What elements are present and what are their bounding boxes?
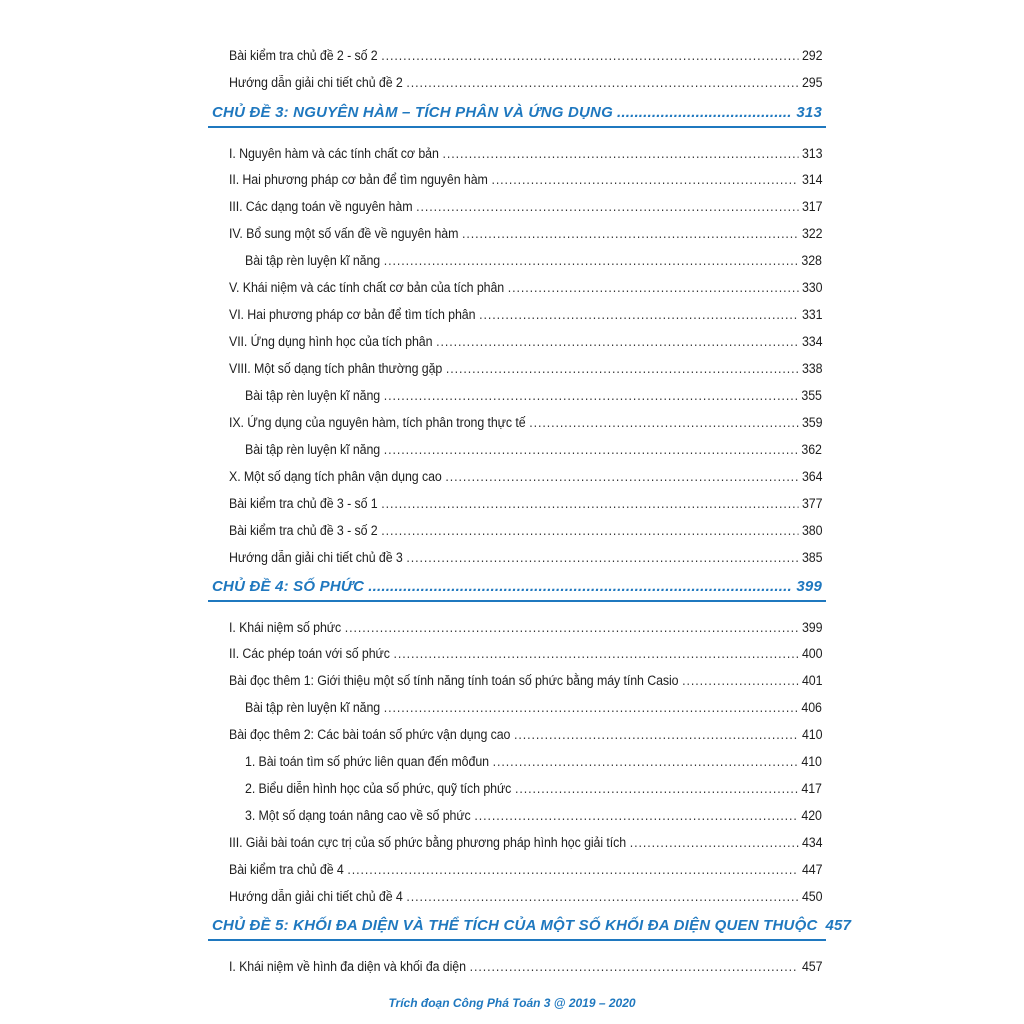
toc-entry-title: IV. Bổ sung một số vấn đề về nguyên hàm bbox=[229, 226, 459, 241]
toc-entry-page: 328 bbox=[801, 253, 822, 268]
toc-subentry bbox=[245, 808, 822, 823]
toc-entry bbox=[229, 889, 822, 904]
toc-entry-page: 400 bbox=[801, 646, 823, 661]
page-footer: Trích đoạn Công Phá Toán 3 @ 2019 – 2020 bbox=[388, 996, 636, 1010]
toc-entry-title: I. Khái niệm về hình đa diện và khối đa diện bbox=[229, 959, 466, 974]
toc-entry-title: 3. Một số dạng toán nâng cao về số phức bbox=[245, 808, 471, 823]
toc-entry bbox=[229, 280, 822, 295]
toc-entry bbox=[229, 146, 822, 161]
toc-entry-title: Bài tập rèn luyện kĩ năng bbox=[245, 700, 381, 715]
toc-entry-page: 420 bbox=[801, 808, 822, 823]
toc-entry-title: Bài đọc thêm 2: Các bài toán số phức vận dụng cao bbox=[229, 727, 511, 742]
toc-entry-title: II. Hai phương pháp cơ bản để tìm nguyên hàm bbox=[229, 172, 488, 187]
toc-entry-title: III. Giải bài toán cực trị của số phức bằng phương pháp hình học giải tích bbox=[229, 835, 627, 850]
toc-entry-page: 295 bbox=[801, 75, 823, 90]
toc-entry bbox=[229, 673, 822, 688]
toc-entry bbox=[229, 620, 822, 635]
toc-entry-page: 406 bbox=[801, 700, 822, 715]
toc-entry-page: 380 bbox=[801, 523, 823, 538]
toc-entry-title: IX. Ứng dụng của nguyên hàm, tích phân trong thực tế bbox=[229, 415, 526, 430]
toc-entry-page: 292 bbox=[801, 48, 823, 63]
toc-entry-title: Bài kiểm tra chủ đề 2 - số 2 bbox=[229, 48, 378, 63]
toc-entry-title: Bài kiểm tra chủ đề 3 - số 1 bbox=[229, 496, 378, 511]
toc-entry bbox=[229, 469, 822, 484]
toc-entry-page: 359 bbox=[801, 415, 823, 430]
toc-entry-title: X. Một số dạng tích phân vận dụng cao bbox=[229, 469, 442, 484]
toc-entry bbox=[229, 226, 822, 241]
chapter-heading bbox=[212, 578, 822, 595]
chapter-page: 399 bbox=[796, 578, 822, 595]
toc-entry bbox=[229, 835, 822, 850]
toc-entry-page: 362 bbox=[801, 442, 822, 457]
toc-entry-page: 447 bbox=[801, 862, 823, 877]
toc-subentry bbox=[245, 388, 822, 403]
toc-entry bbox=[229, 496, 822, 511]
toc-entry bbox=[229, 199, 822, 214]
toc-entry-page: 322 bbox=[801, 226, 823, 241]
toc-entry-title: Bài tập rèn luyện kĩ năng bbox=[245, 442, 381, 457]
toc-entry-title: VIII. Một số dạng tích phân thường gặp bbox=[229, 361, 443, 376]
toc-entry-page: 401 bbox=[801, 673, 823, 688]
toc-entry-page: 313 bbox=[801, 146, 823, 161]
toc-entry-page: 355 bbox=[801, 388, 822, 403]
toc-entry bbox=[229, 523, 822, 538]
toc-entry bbox=[229, 862, 822, 877]
toc-entry-title: Hướng dẫn giải chi tiết chủ đề 4 bbox=[229, 889, 403, 904]
toc-entry-page: 377 bbox=[801, 496, 823, 511]
toc-entry-title: VII. Ứng dụng hình học của tích phân bbox=[229, 334, 433, 349]
toc-entry bbox=[229, 550, 822, 565]
toc-entry bbox=[229, 334, 822, 349]
chapter-rule bbox=[208, 600, 826, 602]
toc-entry-page: 450 bbox=[801, 889, 823, 904]
toc-entry-page: 314 bbox=[801, 172, 823, 187]
toc-entry-page: 385 bbox=[801, 550, 823, 565]
chapter-rule bbox=[208, 939, 826, 941]
toc-entry-title: VI. Hai phương pháp cơ bản để tìm tích phân bbox=[229, 307, 476, 322]
toc-entry bbox=[229, 48, 822, 63]
toc-entry bbox=[229, 959, 822, 974]
toc-entry bbox=[229, 727, 822, 742]
chapter-rule bbox=[208, 126, 826, 128]
toc-entry-title: 1. Bài toán tìm số phức liên quan đến môđun bbox=[245, 754, 489, 769]
toc-entry-title: Bài kiểm tra chủ đề 3 - số 2 bbox=[229, 523, 378, 538]
toc-entry-title: I. Nguyên hàm và các tính chất cơ bản bbox=[229, 146, 439, 161]
chapter-heading bbox=[212, 917, 852, 934]
toc-entry bbox=[229, 75, 822, 90]
toc-entry-title: I. Khái niệm số phức bbox=[229, 620, 342, 635]
toc-subentry bbox=[245, 253, 822, 268]
chapter-page: 313 bbox=[796, 104, 822, 121]
toc-entry-page: 364 bbox=[801, 469, 823, 484]
toc-entry-page: 417 bbox=[801, 781, 822, 796]
toc-entry bbox=[229, 361, 822, 376]
toc-entry-page: 338 bbox=[801, 361, 823, 376]
chapter-page: 457 bbox=[825, 917, 852, 934]
toc-entry-page: 331 bbox=[801, 307, 823, 322]
toc-entry-title: 2. Biểu diễn hình học của số phức, quỹ tích phức bbox=[245, 781, 512, 796]
toc-entry-title: Hướng dẫn giải chi tiết chủ đề 3 bbox=[229, 550, 403, 565]
toc-entry-title: Bài tập rèn luyện kĩ năng bbox=[245, 388, 381, 403]
toc-entry-title: II. Các phép toán với số phức bbox=[229, 646, 390, 661]
chapter-heading bbox=[212, 104, 822, 121]
toc-entry bbox=[229, 646, 822, 661]
toc-entry-page: 410 bbox=[801, 727, 823, 742]
toc-entry-title: Bài đọc thêm 1: Giới thiệu một số tính năng tính toán số phức bằng máy tính Casio bbox=[229, 673, 679, 688]
toc-entry-page: 330 bbox=[801, 280, 823, 295]
toc-entry-page: 334 bbox=[801, 334, 823, 349]
toc-subentry bbox=[245, 781, 822, 796]
toc-entry-page: 457 bbox=[801, 959, 823, 974]
chapter-title: CHỦ ĐỀ 4: SỐ PHỨC bbox=[212, 578, 365, 595]
toc-entry-title: V. Khái niệm và các tính chất cơ bản của tích phân bbox=[229, 280, 505, 295]
toc-entry bbox=[229, 172, 822, 187]
toc-entry-page: 399 bbox=[801, 620, 823, 635]
toc-entry bbox=[229, 415, 822, 430]
toc-entry-title: Hướng dẫn giải chi tiết chủ đề 2 bbox=[229, 75, 403, 90]
toc-subentry bbox=[245, 754, 822, 769]
toc-entry bbox=[229, 307, 822, 322]
toc-entry-page: 434 bbox=[801, 835, 823, 850]
toc-subentry bbox=[245, 700, 822, 715]
toc-entry-title: Bài kiểm tra chủ đề 4 bbox=[229, 862, 344, 877]
chapter-title: CHỦ ĐỀ 3: NGUYÊN HÀM – TÍCH PHÂN VÀ ỨNG DỤNG bbox=[212, 104, 613, 121]
toc-entry-title: Bài tập rèn luyện kĩ năng bbox=[245, 253, 381, 268]
chapter-title: CHỦ ĐỀ 5: KHỐI ĐA DIỆN VÀ THỂ TÍCH CỦA MỘT SỐ KHỐI ĐA DIỆN QUEN THUỘC bbox=[212, 917, 818, 934]
toc-subentry bbox=[245, 442, 822, 457]
toc-entry-title: III. Các dạng toán về nguyên hàm bbox=[229, 199, 413, 214]
toc-entry-page: 410 bbox=[801, 754, 822, 769]
toc-entry-page: 317 bbox=[801, 199, 823, 214]
